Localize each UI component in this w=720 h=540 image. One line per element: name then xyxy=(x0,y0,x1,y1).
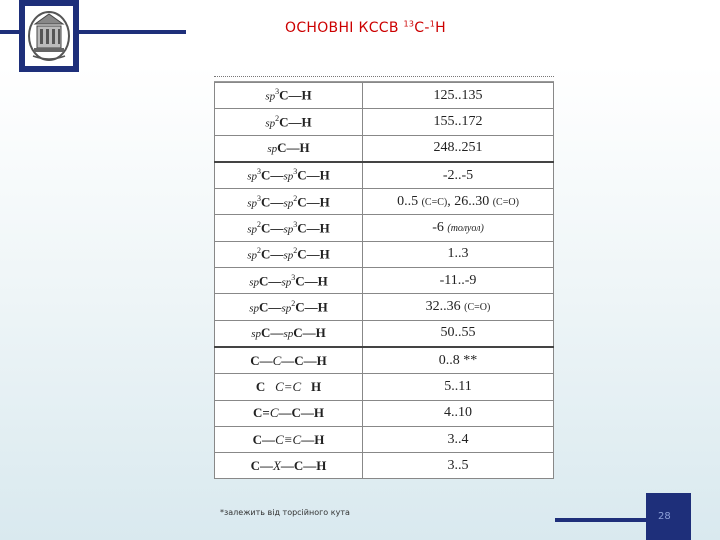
page-number-box xyxy=(646,493,691,540)
left-text-segment: 3 xyxy=(275,87,280,97)
left-text-segment: 3 xyxy=(257,167,262,177)
table-row xyxy=(215,241,554,267)
logo-emblem xyxy=(25,6,73,66)
left-text-segment: sp xyxy=(267,143,278,156)
left-text-segment: 3 xyxy=(293,219,298,229)
table-row xyxy=(215,83,554,109)
left-text-segment: sp xyxy=(247,170,258,183)
left-text-segment: C—H xyxy=(297,167,330,183)
coupling-value-cell xyxy=(363,215,554,241)
left-text-segment: 2 xyxy=(257,219,262,229)
left-text-segment: sp xyxy=(247,223,258,236)
coupling-value-cell xyxy=(363,135,554,162)
bond-type-cell xyxy=(215,400,363,426)
right-text-segment: 1..3 xyxy=(447,246,469,262)
left-text-segment: sp xyxy=(283,223,294,236)
left-text-segment: sp xyxy=(283,249,294,262)
left-text-segment: sp xyxy=(247,249,258,262)
left-text-segment: sp xyxy=(265,90,276,103)
bond-type-cell xyxy=(215,453,363,479)
left-text-segment: C—H xyxy=(279,114,312,130)
right-text-segment: (C=O) xyxy=(492,196,519,208)
university-logo xyxy=(19,0,79,72)
left-text-segment: sp xyxy=(249,275,260,288)
right-text-segment: -6 xyxy=(432,220,448,236)
table-row xyxy=(215,135,554,162)
right-text-segment: (C=O) xyxy=(464,302,491,314)
table-row xyxy=(215,347,554,374)
left-text-segment: sp xyxy=(247,197,258,209)
left-text-segment: C— xyxy=(250,457,273,473)
left-text-segment: 2 xyxy=(257,246,262,256)
left-text-segment: C— xyxy=(261,325,284,341)
right-text-segment: 4..10 xyxy=(444,405,472,421)
table-row xyxy=(215,109,554,135)
right-text-segment: -2..-5 xyxy=(442,167,474,183)
left-text-segment: C=C xyxy=(275,378,302,394)
left-text-segment: C—H xyxy=(295,272,328,288)
right-text-segment: 3..4 xyxy=(447,431,469,447)
coupling-value-cell xyxy=(363,294,554,320)
left-text-segment: C≡C xyxy=(275,431,302,447)
coupling-value-cell xyxy=(363,241,554,267)
right-text-segment: 50..55 xyxy=(440,325,476,341)
decor-line-bottom xyxy=(555,518,646,522)
left-text-segment: sp xyxy=(251,328,262,341)
left-text-segment: sp xyxy=(283,197,294,209)
coupling-value-cell xyxy=(363,426,554,452)
coupling-value-cell xyxy=(363,347,554,374)
left-text-segment: C— xyxy=(261,246,284,262)
bond-type-cell xyxy=(215,426,363,452)
coupling-table-wrap xyxy=(214,76,554,479)
left-text-segment: 2 xyxy=(275,113,280,123)
bond-type-cell xyxy=(215,241,363,267)
page-title: ОСНОВНІ КССВ $^{13}$C-$^1$H xyxy=(285,19,446,36)
left-text-segment: C—H xyxy=(297,220,330,236)
table-row xyxy=(215,374,554,400)
left-text-segment: C—H xyxy=(297,246,330,262)
right-text-segment: 5..11 xyxy=(444,378,472,394)
bond-type-cell xyxy=(215,162,363,189)
bond-type-cell xyxy=(215,268,363,294)
table-row xyxy=(215,294,554,320)
right-text-segment: , 26..30 xyxy=(447,193,493,209)
table-row xyxy=(215,215,554,241)
left-text-segment: C—H xyxy=(279,87,312,103)
left-text-segment: C— xyxy=(259,272,282,288)
right-text-segment: 155..172 xyxy=(433,113,483,129)
bond-type-cell xyxy=(215,374,363,400)
coupling-value-cell xyxy=(363,268,554,294)
left-text-segment: sp xyxy=(281,302,292,315)
coupling-value-cell xyxy=(363,320,554,347)
left-text-segment: C xyxy=(272,352,282,368)
left-text-segment: 3 xyxy=(291,272,296,282)
left-text-segment: sp xyxy=(249,302,260,315)
coupling-constants-table xyxy=(214,82,554,479)
table-row xyxy=(215,189,554,215)
left-text-segment: 2 xyxy=(291,298,296,308)
decor-line-right xyxy=(79,30,186,34)
bond-type-cell xyxy=(215,109,363,135)
table-row xyxy=(215,400,554,426)
left-text-segment: 3 xyxy=(293,167,298,177)
left-text-segment: C— xyxy=(252,431,276,447)
bond-type-cell xyxy=(215,135,363,162)
left-text-segment: 2 xyxy=(293,193,298,203)
left-text-segment: —H xyxy=(301,431,325,447)
bond-type-cell xyxy=(215,347,363,374)
left-text-segment: sp xyxy=(281,275,292,288)
footnote: *залежить від торсійного кута xyxy=(220,508,350,517)
coupling-value-cell xyxy=(363,453,554,479)
right-text-segment: 248..251 xyxy=(433,140,483,156)
left-text-segment: C= xyxy=(253,405,270,421)
left-text-segment: X xyxy=(272,457,281,473)
left-text-segment: C—H xyxy=(295,299,328,315)
left-text-segment: C— xyxy=(250,352,273,368)
right-text-segment: -11..-9 xyxy=(439,272,477,288)
bond-type-cell xyxy=(215,83,363,109)
left-text-segment: C— xyxy=(259,299,282,315)
table-row xyxy=(215,268,554,294)
coupling-value-cell xyxy=(363,400,554,426)
left-text-segment: C— xyxy=(261,194,284,209)
left-text-segment: —C—H xyxy=(280,457,327,473)
left-text-segment: C— xyxy=(261,220,284,236)
bond-type-cell xyxy=(215,189,363,215)
bond-type-cell xyxy=(215,320,363,347)
left-text-segment: C—H xyxy=(297,194,330,209)
right-text-segment: 125..135 xyxy=(433,87,483,103)
right-text-segment: (толуол) xyxy=(447,223,484,235)
left-text-segment: —C—H xyxy=(281,352,327,368)
left-text-segment: C xyxy=(255,378,276,394)
bond-type-cell xyxy=(215,215,363,241)
left-text-segment: C—H xyxy=(293,325,326,341)
logo-building-icon xyxy=(25,6,73,66)
left-text-segment: —C—H xyxy=(278,405,324,421)
left-text-segment: 2 xyxy=(293,246,298,256)
coupling-value-cell xyxy=(363,83,554,109)
left-text-segment: C— xyxy=(261,167,284,183)
right-text-segment: 32..36 xyxy=(425,299,465,315)
left-text-segment: 3 xyxy=(257,193,262,203)
coupling-value-cell xyxy=(363,374,554,400)
left-text-segment: sp xyxy=(265,117,276,130)
coupling-value-cell xyxy=(363,109,554,135)
right-text-segment: 0..5 xyxy=(397,193,422,209)
table-row xyxy=(215,426,554,452)
right-text-segment: 0..8 ** xyxy=(438,352,478,368)
table-row xyxy=(215,320,554,347)
left-text-segment: C—H xyxy=(277,140,310,156)
left-text-segment: C xyxy=(269,405,279,421)
coupling-value-cell xyxy=(363,189,554,215)
table-row xyxy=(215,453,554,479)
coupling-value-cell xyxy=(363,162,554,189)
right-text-segment: 3..5 xyxy=(447,457,469,473)
left-text-segment: sp xyxy=(283,328,294,341)
table-row xyxy=(215,162,554,189)
left-text-segment: sp xyxy=(283,170,294,183)
bond-type-cell xyxy=(215,294,363,320)
page-number: 28 xyxy=(658,511,671,522)
left-text-segment: H xyxy=(301,378,322,394)
right-text-segment: (C=C) xyxy=(421,196,448,208)
decor-line-left xyxy=(0,30,19,34)
